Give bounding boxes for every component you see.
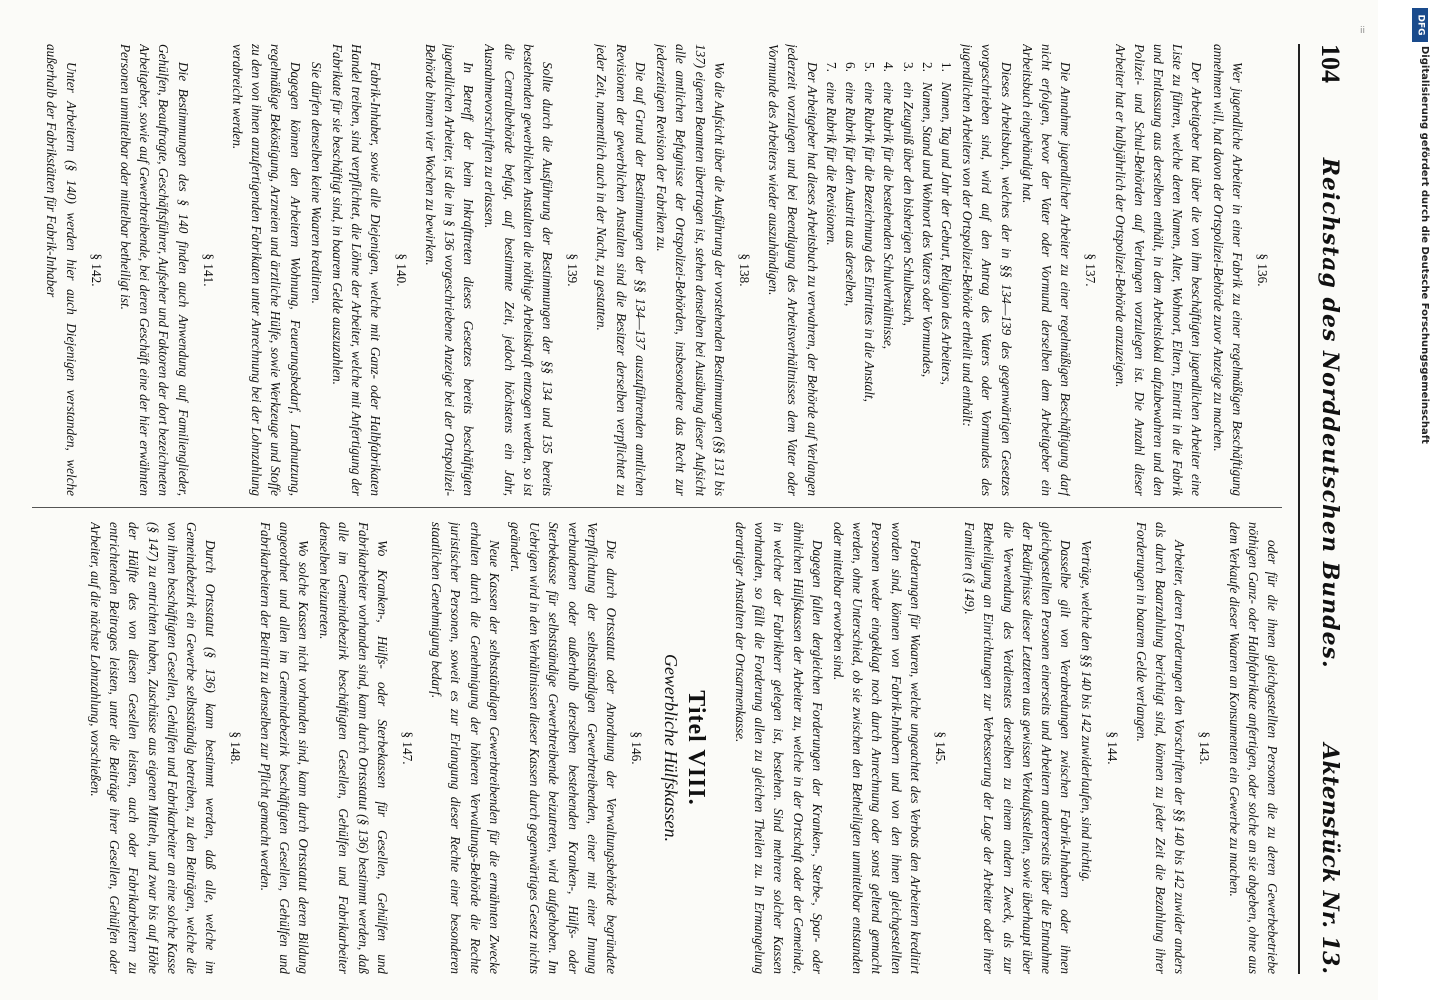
section-heading: § 140. [393,253,409,287]
paragraph: Dagegen fallen dergleichen Forderungen der Kranken-, Sterbe-, Spar- oder ähnlichen Hülfskassen der Arbeiter zu, welche in der Ortschaft oder der Gemeinde, in welcher der Fabrikherr gelegen ist, bestehen. Sind mehrere solcher Kassen vorhanden, so fällt die Forderung allen zu gleichen Theilen zu. In Ermangelung derartiger Anstalten der Ortsarmenkasse. [732,522,825,974]
list-item [898,62,917,496]
paragraph: Dieses Arbeitsbuch, welches der in §§ 134—139 des gegenwärtigen Gesetzes vorgeschrieben sind, wird auf den Antrag des Vaters oder Vormundes des jugendlichen Arbeiters von der Ortspolizei-Behörde ertheilt und enthält: [960,44,1014,496]
list-item-text: eine Rubrik für die Revisionen. [823,82,839,246]
corner-mark: ii [1360,26,1366,36]
list-item-number: 1. [938,62,954,72]
paragraph: oder für die ihnen gleichgestellten Personen die zu deren Gewerbebetriebe nöthigen Ganz- oder Halbfabrikate anfertigen, oder solche an sie abgeben, ohne aus dem Verkaufe dieser Waaren an Konsumenten ein Gewerbe zu machen. [1226,522,1280,974]
paragraph: Sollte durch die Ausführung der Bestimmungen der §§ 134 und 135 bereits bestehenden gewerblichen Anstalten die nöthige Arbeitskraft entzogen werden, so ist die Centralbehörde befugt, auf bestimmte Zeit, jedoch höchstens ein Jahr, Ausnahmevorschriften zu erlassen. [482,44,556,496]
list-item-text: eine Rubrik für den Austritt aus derselben, [842,82,858,307]
paragraph: Verträge, welche den §§ 140 bis 142 zuwiderlaufen, sind nichtig. [1079,540,1095,883]
section-heading: § 142. [88,253,104,287]
section-heading: § 147. [400,731,416,765]
section-heading: § 138. [736,253,752,287]
paragraph: Die Annahme jugendlicher Arbeiter zu einer regelmäßigen Beschäftigung darf nicht erfolgen, bevor der Vater oder Vormund derselben dem Arbeitgeber ein Arbeitsbuch eingehändigt hat. [1019,44,1074,496]
list-item [822,62,841,496]
dfg-credit-line [1420,46,1430,606]
title-subheading: Gewerbliche Hülfskassen. [660,654,681,842]
paragraph: Der Arbeitgeber hat über die von ihm beschäftigten jugendlichen Arbeiter eine Liste zu führen, welche deren Namen, Alter, Wohnort, Eltern, Eintritt in die Fabrik und Entlassung aus derselben enthält, in dem Arbeitslokal aufzubewahren und den Polizei- und Schul-Behörden auf Verlangen vorzulegen ist. Die Anzahl dieser Arbeiter hat er halbjährlich der Ortspolizei-Behörde anzuzeigen. [1112,44,1205,496]
paragraph: Wo die Aufsicht über die Ausführung der vorstehenden Bestimmungen (§§ 131 bis 137) eigenen Beamten übertragen ist, stehen denselben bei Ausübung dieser Aufsicht alle amtlichen Befugnisse der Ortspolizei-Behörden, insbesondere das Recht zur jederzeitigen Revision der Fabriken zu. [654,44,727,496]
section-heading: § 148. [228,731,244,765]
list-item-number: 6. [842,62,858,72]
paragraph: Wo Kranken-, Hülfs- oder Sterbekassen für Gesellen, Gehülfen und Fabrikarbeiter vorhanden sind, kann durch Ortsstatut (§ 136) bestimmt werden, daß alle im Gemeindebezirk beschäftigten Gesellen, Gehülfen und Fabrikarbeiter denselben beizutreten. [317,522,390,974]
paragraph: Die auf Grund der Bestimmungen der §§ 134—137 auszuführenden amtlichen Revisionen der gewerblichen Anstalten sind die Besitzer derselben verpflichtet zu jeder Zeit, namentlich auch in der Nacht, zu gestatten. [594,44,648,496]
list-item-number: 7. [823,62,839,72]
section-heading: § 143. [1197,731,1213,765]
column-divider [32,507,1282,508]
header-title: Reichstag des Norddeutschen Bundes. [1317,157,1343,669]
paragraph: Wer jugendliche Arbeiter in einer Fabrik zu einer regelmäßigen Beschäftigung annehmen will, hat davon der Ortspolizei-Behörde zuvor Anzeige zu machen. [1210,44,1245,496]
paragraph: Die durch Ortsstatut oder Anordnung der Verwaltungsbehörde begründete Verpflichtung der selbstständigen Gewerbtreibenden, einer mit einer Innung verbundenen oder außerhalb derselben bestehenden Kranken-, Hülfs- oder Sterbekasse für selbstständige Gewerbtreibende beizutreten, wird aufgehoben. Im Uebrigen wird in den Verhältnissen dieser Kassen durch gegenwärtiges Gesetz nichts geändert. [508,522,620,974]
section-heading: § 146. [629,731,645,765]
paragraph: In Betreff der beim Inkrafttreten dieses Gesetzes bereits beschäftigten jugendlichen Arbeiter, ist die im § 136 vorgeschriebene Anzeige bei der Ortspolizei-Behörde binnen vier Wochen zu bewirken. [422,44,477,496]
list-item [860,62,879,496]
section-heading: § 136. [1255,253,1270,287]
section-heading: § 141. [200,253,216,287]
paragraph: Dasselbe gilt von Verabredungen zwischen Fabrik-Inhabern oder ihnen gleichgestellten Personen einerseits und Arbeitern andererseits über die Entnahme der Bedürfnisse dieser Letzteren aus gewissen Verkaufsstellen, sowie überhaupt über die Verwendung des Verdienstes derselben zu einem andern Zweck, als zur Betheiligung an Einrichtungen zur Verbesserung der Lage der Arbeiter oder ihrer Familien (§ 149). [962,522,1074,974]
numbered-list [822,62,956,496]
dfg-logo-icon [1412,8,1428,42]
paragraph: Arbeiter, deren Forderungen den Vorschriften der §§ 140 bis 142 zuwider anders als durch Baarzahlung berichtigt sind, können zu jeder Zeit die Bezahlung ihrer Forderungen in baarem Gelde verlangen. [1133,522,1188,974]
left-text-column [32,44,1282,496]
list-item [841,62,860,496]
section-heading: § 145. [932,731,948,765]
right-text-column [32,522,1282,974]
dfg-credit-text: Digitalisierung gefördert durch die Deutsche Forschungsgemeinschaft [1419,46,1430,444]
list-item-number: 2. [919,62,935,72]
list-item [937,62,956,496]
paragraph: Wo solche Kassen nicht vorhanden sind, kann durch Ortsstatut deren Bildung angeordnet und allen im Gemeindebezirk beschäftigten Gesellen, Gehülfen und Fabrikarbeitern der Beitritt zu denselben zur Pflicht gemacht werden. [257,522,312,974]
paragraph: Fabrik-Inhaber, sowie alle Diejenigen, welche mit Ganz- oder Halbfabrikaten Handel treiben, sind verpflichtet, die Löhne der Arbeiter, welche mit Anfertigung der Fabrikate für sie beschäftigt sind, in baarem Gelde auszuzahlen. [330,44,384,496]
paragraph: Sie dürfen denselben keine Waaren kreditiren. [308,62,324,304]
paragraph: Unter Arbeitern (§ 140) werden hier auch Diejenigen verstanden, welche außerhalb der Fabrikstätten für Fabrik-Inhaber [44,44,79,496]
list-item [918,62,937,496]
section-heading: § 144. [1104,731,1120,765]
list-item-text: ein Zeugniß über den bisherigen Schulbesuch, [900,82,916,326]
paragraph: Die Bestimmungen des § 140 finden auch Anwendung auf Familienglieder, Gehülfen, Beauftragte, Geschäftsführer, Aufseher und Faktoren der dort bezeichneten Arbeitgeber, sowie auf Gewerbtreibende, bei deren Geschäft eine der hier erwähnten Personen unmittelbar oder mittelbar betheiligt ist. [118,44,191,496]
paragraph: Durch Ortsstatut (§ 136) kann bestimmt werden, daß alle, welche im Gemeindebezirk ein Gewerbe selbstständig betreiben, zu den Beiträgen, welche die von ihnen beschäftigten Gesellen, Gehülfen und Fabrikarbeiter an eine solche Kasse (§ 147) zu entrichten haben, Zuschüsse aus eigenen Mitteln, und zwar bis auf Höhe der Hälfte des von diesen Gesellen leisten, auch oder Fabrikarbeitern zu entrichtenden Beitrages leisten, unter die Beiträge ihrer Gesellen, Gehülfen oder Arbeiter, auf die nächste Lohnzahlung, vorschießen. [88,522,219,974]
list-item-number: 5. [862,62,878,72]
paragraph: Neue Kassen der selbstständigen Gewerbtreibenden für die ermähnten Zwecke erhalten durch die Genehmigung der höheren Verwaltungs-Behörde die Rechte juristischer Personen, soweit es zur Erlangung dieser Rechte einer besonderen staatlichen Genehmigung bedarf. [429,522,502,974]
list-item-number: 3. [900,62,916,72]
list-item-text: Namen, Tag und Jahr der Geburt, Religion des Arbeiters, [938,82,954,385]
section-heading: § 139. [565,253,581,287]
paragraph: Der Arbeitgeber hat dieses Arbeitsbuch zu verwahren, der Behörde auf Verlangen jederzeit vorzulegen und bei Beendigung des Arbeitsverhältnisses dem Vater oder Vormunde des Arbeiters wieder auszuhändigen. [766,44,820,496]
paragraph: Forderungen für Waaren, welche ungeachtet des Verbots den Arbeitern kreditirt worden sind, können von Fabrik-Inhabern und von den ihnen gleichgestellten Personen weder eingeklagt noch durch Anrechnung oder sonst geltend gemacht werden, ohne Unterschied, ob sie zwischen den Betheiligten unmittelbar entstanden oder mittelbar erworben sind. [830,522,923,974]
running-header [1298,44,1360,974]
list-item [879,62,898,496]
paragraph: Dagegen können den Arbeitern Wohnung, Feuerungsbedarf, Landnutzung, regelmäßige Beköstigung, Arzneien und ärztliche Hülfe, sowie Werkzeuge und Stoffe zu den von ihnen anzufertigenden Fabrikaten unter Anrechnung bei der Lohnzahlung verabreicht werden. [230,44,303,496]
list-item-text: Namen, Stand und Wohnort des Vaters oder Vormundes, [919,82,935,378]
list-item-text: eine Rubrik für die Bezeichnung des Eintrittes in die Anstalt, [862,82,878,402]
page-number: 104 [1316,44,1345,83]
list-item-number: 4. [881,62,897,72]
list-item-text: eine Rubrik für die bestehenden Schulverhältnisse, [881,82,897,350]
section-heading: § 137. [1083,253,1099,287]
title-heading: Titel VIII. [682,690,709,806]
header-document-number: Aktenstück Nr. 13. [1317,743,1343,974]
dfg-logo-text: DFG [1415,14,1426,36]
